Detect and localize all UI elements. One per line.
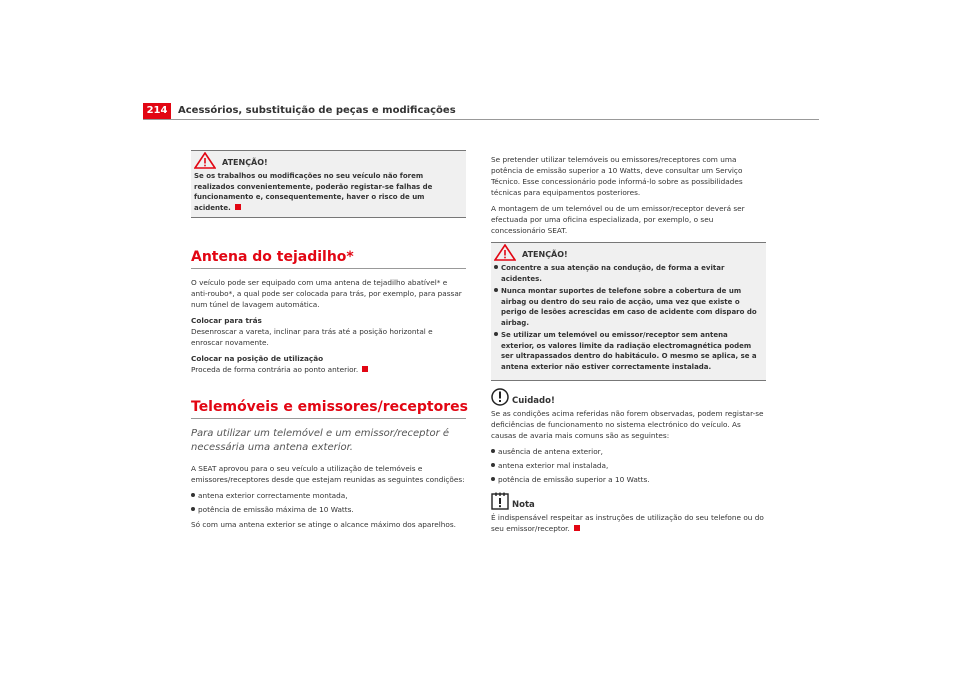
- caution-text: Se as condições acima referidas não forem observadas, podem registar-se deficiências de funcionamento no sistema electrónico do veículo. As causas de avaria mais comuns são as seguintes:: [491, 409, 764, 440]
- caution-header: [491, 389, 766, 407]
- warning-text: Se os trabalhos ou modificações no seu veículo não forem realizados convenientemente, poderão registar-se falhas de funcionamento e, consequentemente, haver o risco de um acidente.: [194, 172, 433, 212]
- warning-header: [494, 245, 763, 263]
- list-item: antena exterior mal instalada,: [491, 460, 766, 471]
- list-item: ausência de antena exterior,: [491, 446, 766, 457]
- right-paragraph-power: Se pretender utilizar telemóveis ou emissores/receptores com uma potência de emissão superior a 10 Watts, deve consultar um Serviço Técnico. Esse concessionário pode informá-lo sobre as possibilidades técnicas para equipamentos posteriores.: [491, 155, 743, 197]
- warning-title: ATENÇÃO!: [522, 249, 568, 259]
- warning-title: ATENÇÃO!: [222, 157, 268, 167]
- section-divider: [191, 418, 466, 419]
- antenna-subheading-back: Colocar para trás: [191, 316, 262, 325]
- phones-text-conditions: A SEAT aprovou para o seu veículo a utilização de telemóveis e emissores/receptores desde que estejam reunidas as seguintes condições:: [191, 464, 465, 484]
- list-item: antena exterior correctamente montada,: [191, 490, 466, 501]
- caution-exclamation-icon: [491, 388, 509, 409]
- note-header: [491, 493, 766, 511]
- list-item: Nunca montar suportes de telefone sobre a cobertura de um airbag ou dentro do seu raio de acção, uma vez que existe o perigo de lesões acrescidas em caso de acidente com disparo do airbag.: [494, 286, 763, 328]
- warning-triangle-icon: [194, 152, 216, 172]
- right-column: [491, 154, 766, 539]
- right-paragraph-installation: A montagem de um telemóvel ou de um emissor/receptor deverá ser efectuada por uma oficina especializada, por exemplo, o seu concessionário SEAT.: [491, 204, 745, 235]
- page-number: 214: [143, 103, 171, 119]
- list-item: Se utilizar um telemóvel ou emissor/receptor sem antena exterior, os valores limite da radiação electromagnética podem ser ultrapassados dentro do habitáculo. O mesmo se aplica, se a antena exterior não estiver correctamente instalada.: [494, 330, 763, 372]
- warning-box: [491, 242, 766, 381]
- warning-header: [194, 153, 463, 171]
- running-header-title: Acessórios, substituição de peças e modificações: [178, 105, 456, 116]
- end-of-section-icon: [362, 366, 368, 372]
- phones-text-range: Só com uma antena exterior se atinge o alcance máximo dos aparelhos.: [191, 520, 456, 529]
- header-divider: [143, 119, 819, 120]
- phones-intro: Para utilizar um telemóvel e um emissor/receptor é necessária uma antena exterior.: [191, 428, 450, 453]
- section-title-phones: Telemóveis e emissores/receptores: [191, 399, 468, 415]
- section-title-antenna: Antena do tejadilho*: [191, 249, 354, 265]
- section-divider: [191, 268, 466, 269]
- note-icon: [491, 492, 509, 513]
- warning-list: [494, 263, 763, 372]
- list-item: potência de emissão máxima de 10 Watts.: [191, 504, 466, 515]
- caution-title: Cuidado!: [512, 395, 555, 406]
- antenna-intro: O veículo pode ser equipado com uma antena de tejadilho abatível* e anti-roubo*, a qual pode ser colocada para trás, por exemplo, para passar num túnel de lavagem automática.: [191, 278, 462, 309]
- caution-list: [491, 446, 766, 485]
- warning-box: [191, 150, 466, 218]
- list-item: Concentre a sua atenção na condução, de forma a evitar acidentes.: [494, 263, 763, 284]
- antenna-subheading-use: Colocar na posição de utilização: [191, 354, 324, 363]
- end-of-section-icon: [574, 525, 580, 531]
- end-of-section-icon: [235, 204, 241, 210]
- warning-triangle-icon: [494, 244, 516, 264]
- antenna-text-back: Desenroscar a vareta, inclinar para trás até a posição horizontal e enroscar novamente.: [191, 327, 433, 347]
- note-text: É indispensável respeitar as instruções de utilização do seu telefone ou do seu emissor/receptor.: [491, 513, 764, 533]
- left-column: [191, 150, 466, 535]
- note-title: Nota: [512, 499, 535, 510]
- phones-conditions-list: [191, 490, 466, 515]
- antenna-text-use: Proceda de forma contrária ao ponto anterior.: [191, 365, 359, 374]
- list-item: potência de emissão superior a 10 Watts.: [491, 474, 766, 485]
